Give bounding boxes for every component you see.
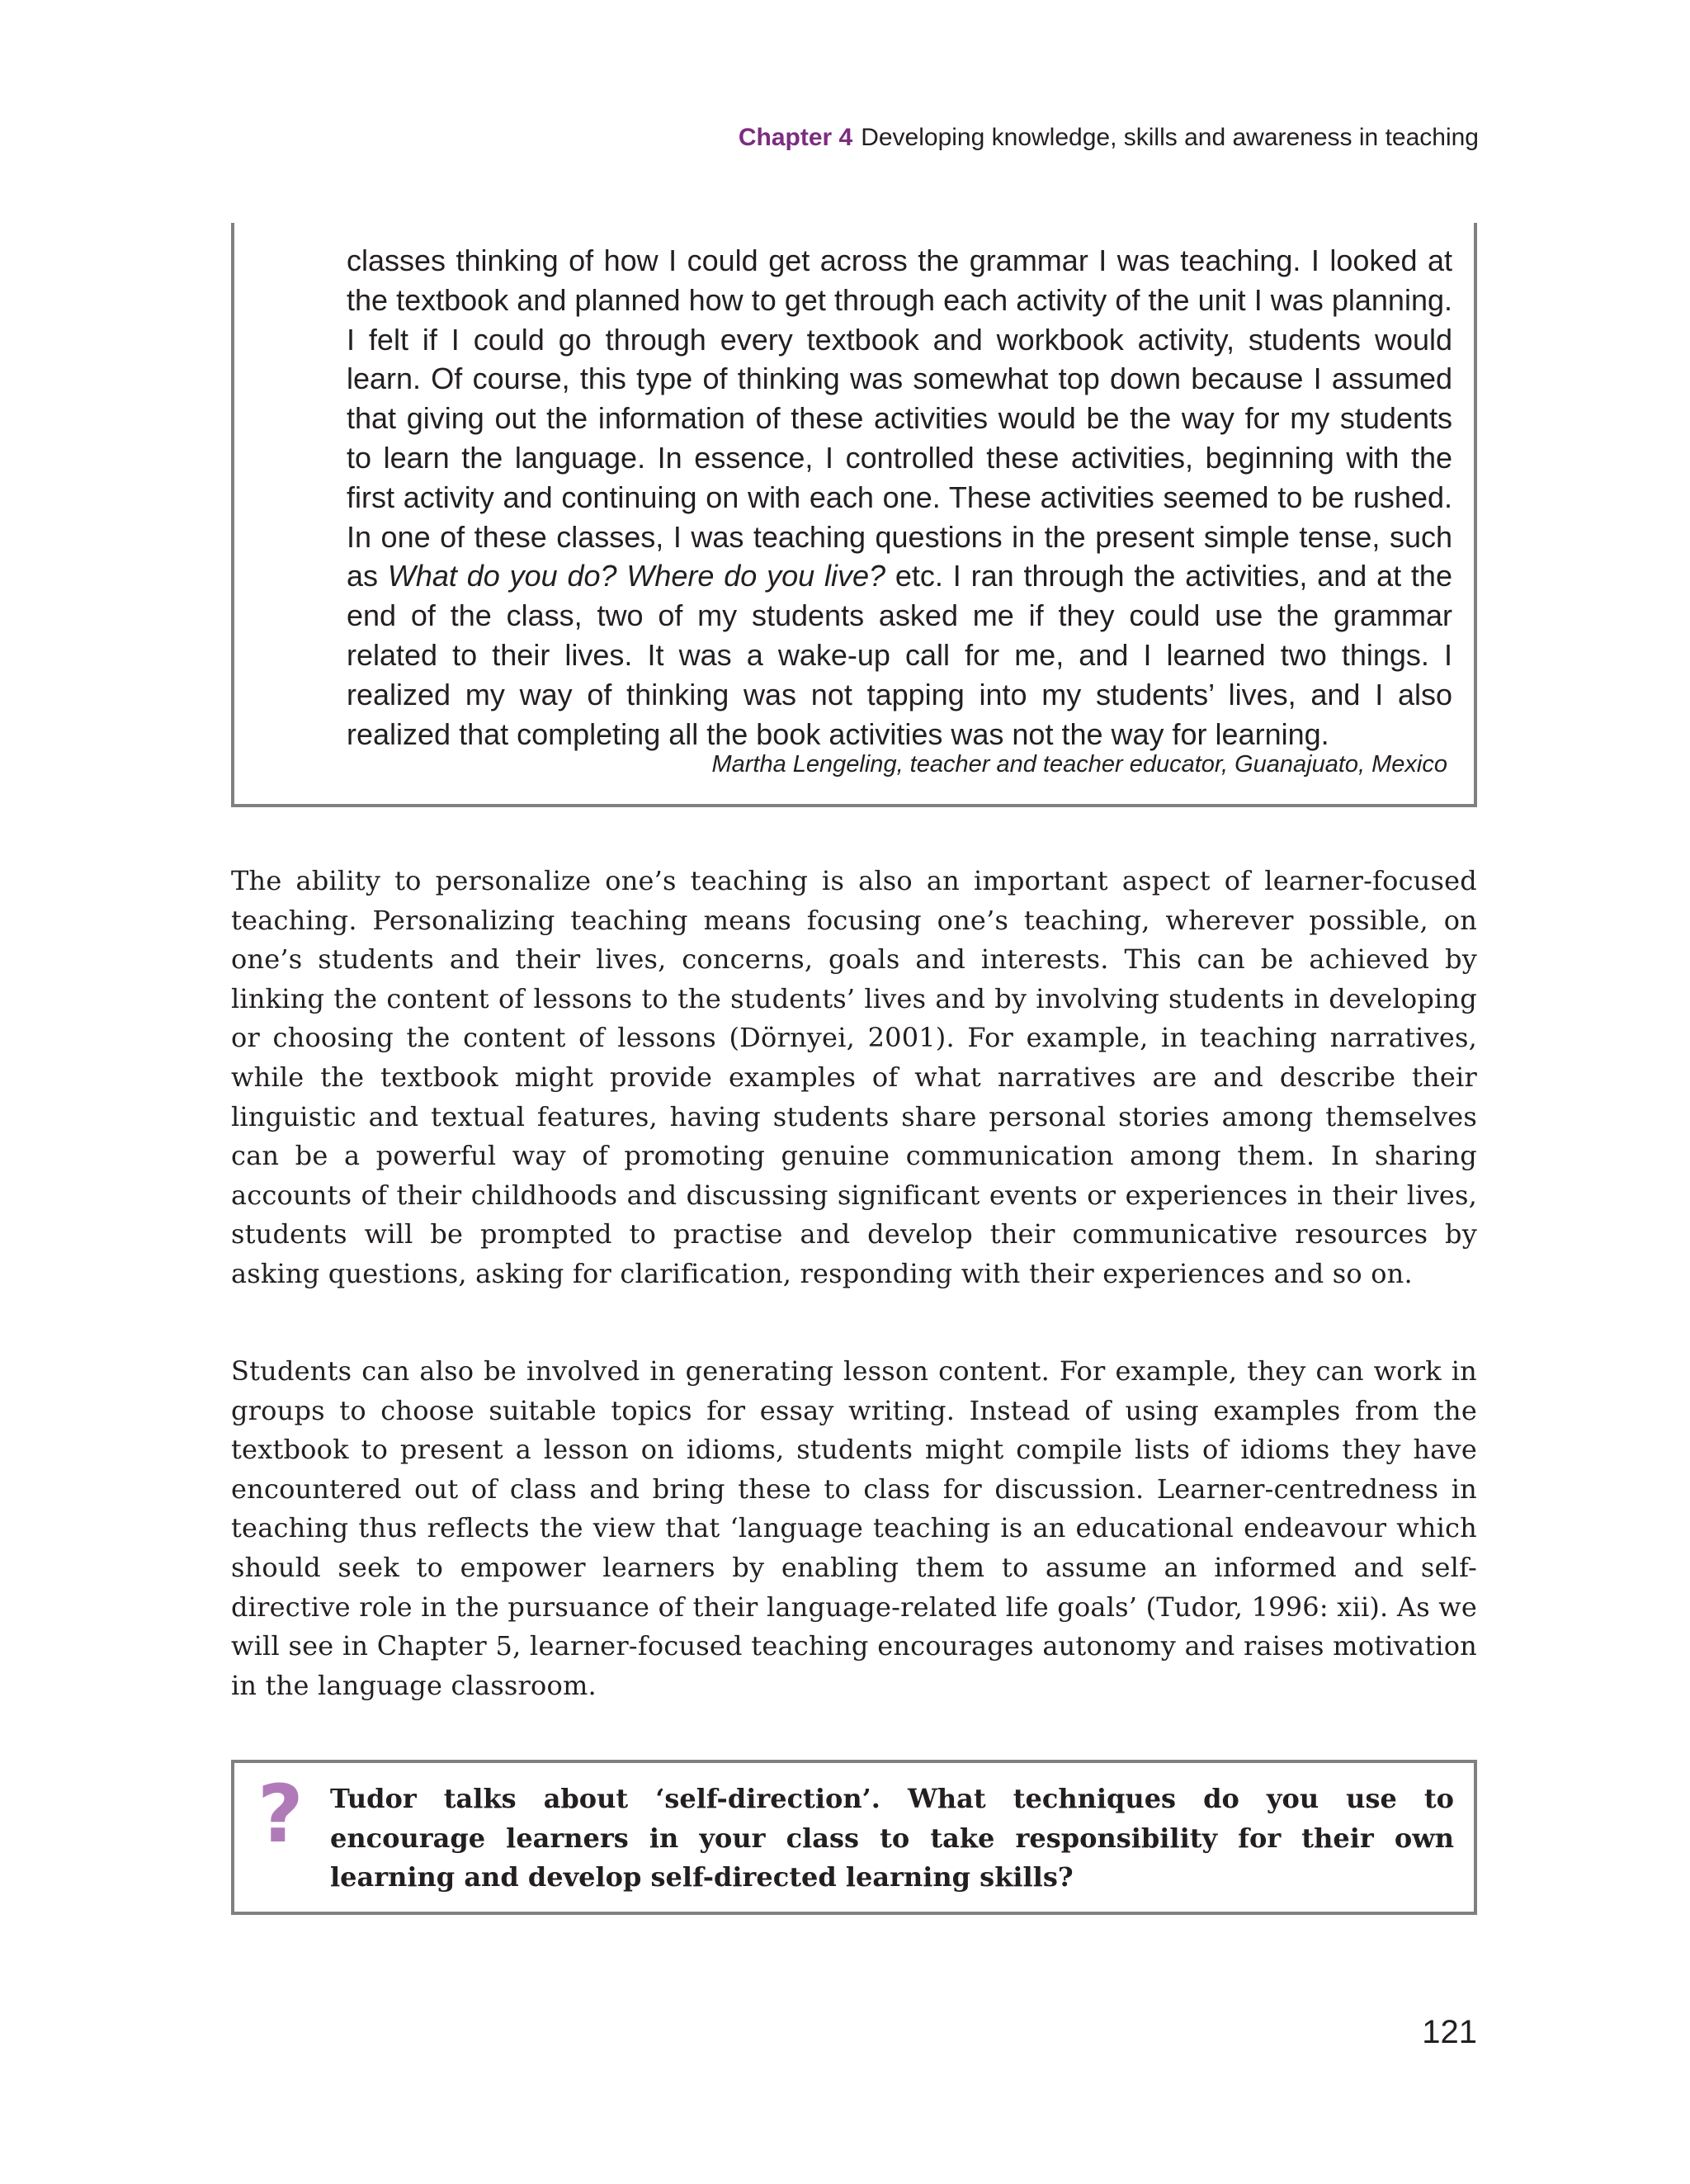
running-head bbox=[739, 124, 1479, 152]
chapter-label: Chapter 4 bbox=[738, 124, 853, 151]
quote-text-part2: etc. I ran through the activities, and at the end of the class, two of my students asked me if they could use the grammar related to their lives. It was a wake-up call for me, and I learned two things. I realized my way of thinking was not tapping into my students’ lives, and I also realized that completing all the book activities was not the way for learning. bbox=[347, 559, 1452, 751]
quote-attribution: Martha Lengeling, teacher and teacher educator, Guanajuato, Mexico bbox=[711, 751, 1447, 778]
quote-text-italic: What do you do? Where do you live? bbox=[387, 559, 886, 593]
quote-text-part1: classes thinking of how I could get across the grammar I was teaching. I looked at the textbook and planned how to get through each activity of the unit I was planning. I felt if I could go through every textbook and workbook activity, students would learn. Of course, this type of thinking was somewhat top down because I assumed that giving out the information of these activities would be the way for my students to learn the language. In essence, I controlled these activities, beginning with the first activity and continuing on with each one. These activities seemed to be rushed. In one of these classes, I was teaching questions in the present simple tense, such as bbox=[347, 243, 1452, 593]
body-paragraph-1: The ability to personalize one’s teaching is also an important aspect of learner-focused teaching. Personalizing teaching means focusing one’s teaching, wherever possible, on one’s students and their lives, concerns, goals and interests. This can be achieved by linking the content of lessons to the students’ lives and by involving students in developing or choosing the content of lessons (Dörnyei, 2001). For example, in teaching narratives, while the textbook might provide examples of what narratives are and describe their linguistic and textual features, having students share personal stories among themselves can be a powerful way of promoting genuine communication among them. In sharing accounts of their childhoods and discussing significant events or experiences in their lives, students will be prompted to practise and develop their communicative resources by asking questions, asking for clarification, responding with their experiences and so on. bbox=[231, 865, 1477, 1289]
quote-text bbox=[347, 241, 1452, 754]
question-box bbox=[231, 1760, 1477, 1915]
body-paragraph-2: Students can also be involved in generating lesson content. For example, they can work in groups to choose suitable topics for essay writing. Instead of using examples from the textbook to present a lesson on idioms, students might compile lists of idioms they have encountered out of class and bring these to class for discussion. Learner-centredness in teaching thus reflects the view that ‘language teaching is an educational endeavour which should seek to empower learners by enabling them to assume an informed and self-directive role in the pursuance of their language-related life goals’ (Tudor, 1996: xii). As we will see in Chapter 5, learner-focused teaching encourages autonomy and raises motivation in the language classroom. bbox=[231, 1355, 1477, 1701]
question-mark-icon: ? bbox=[257, 1768, 304, 1860]
chapter-title: Developing knowledge, skills and awareness in teaching bbox=[861, 124, 1479, 151]
page-number: 121 bbox=[1422, 2014, 1477, 2050]
quote-box bbox=[231, 223, 1477, 807]
question-text: Tudor talks about ‘self-direction’. What techniques do you use to encourage learners in your class to take responsibility for their own learning and develop self-directed learning skills? bbox=[330, 1783, 1454, 1893]
